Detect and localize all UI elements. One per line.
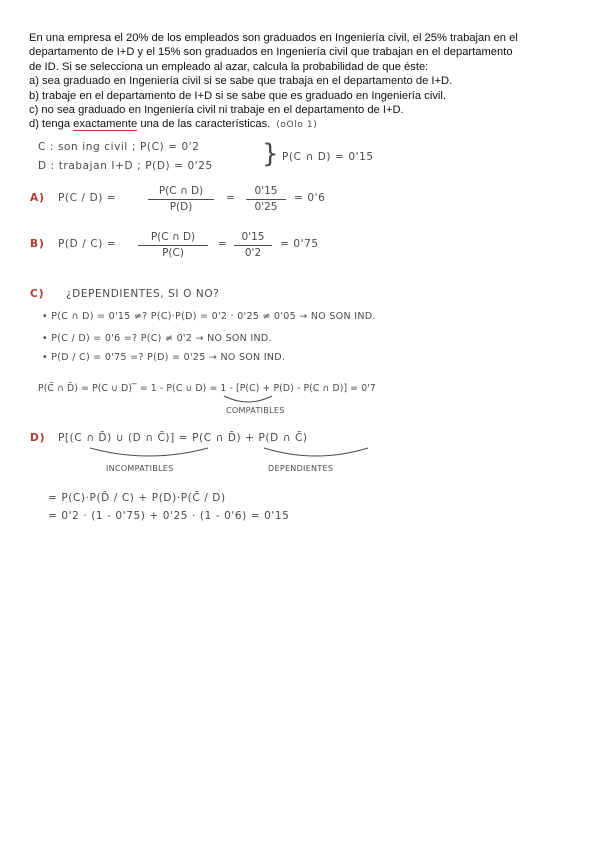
question-b: b) trabaje en el departamento de I+D si se sabe que es graduado en Ingeniería civil. (29, 89, 447, 102)
question-d (29, 117, 589, 132)
part-c-complement: P(C̄ ∩ D̄) = P(C ∪ D)‾ = 1 - P(C ∪ D) = 1 - [P(C) + P(D) - P(C ∩ D)] = 0'7 (38, 383, 376, 394)
question-d-suffix: una de las características. (137, 118, 271, 131)
problem-line-3: de ID. Si se selecciona un empleado al azar, calcula la probabilidad de que éste: (29, 60, 429, 73)
part-d-left-underbrace (88, 446, 210, 462)
question-d-handwritten-note: (oOlo 1) (276, 120, 318, 131)
part-c-bullet-2: • P(C / D) = 0'6 =? P(C) ≠ 0'2 → NO SON IND. (42, 333, 272, 344)
question-a: a) sea graduado en Ingeniería civil si se sabe que trabaja en el departamento de I+D. (29, 75, 453, 88)
question-c: c) no sea graduado en Ingeniería civil ni trabaje en el departamento de I+D. (29, 104, 404, 117)
part-b-equals: = (218, 238, 228, 250)
part-b-result: = 0'75 (280, 238, 319, 250)
definition-brace: } (262, 139, 279, 169)
part-a-result: = 0'6 (294, 192, 326, 204)
part-b-label: B) (30, 238, 45, 250)
part-d-right-underbrace (262, 446, 370, 462)
part-a-denominator-2: 0'25 (254, 201, 278, 213)
problem-statement (29, 31, 589, 133)
part-a-numerator-1: P(C ∩ D) (158, 185, 204, 197)
part-d-note-left: INCOMPATIBLES (106, 464, 174, 473)
question-d-prefix: d) tenga (29, 118, 74, 131)
part-a-fraction-1 (148, 185, 214, 214)
problem-line-2: departamento de I+D y el 15% son graduados en Ingeniería civil que trabajan en el departamento (29, 46, 513, 59)
question-d-emphasis: exactamente (73, 118, 138, 131)
part-b-numerator-2: 0'15 (241, 231, 265, 243)
part-b-numerator-1: P(C ∩ D) (150, 231, 196, 243)
part-b-fraction-2 (234, 231, 272, 260)
part-a-denominator-1: P(D) (169, 201, 193, 213)
part-d-step-2: = 0'2 · (1 - 0'75) + 0'25 · (1 - 0'6) = 0'15 (48, 510, 290, 522)
part-c-note: COMPATIBLES (226, 406, 285, 415)
fraction-bar (148, 199, 214, 200)
fraction-bar (246, 199, 286, 200)
intersection-probability: P(C ∩ D) = 0'15 (282, 151, 374, 163)
part-c-label: C) (30, 288, 45, 300)
part-a-fraction-2 (246, 185, 286, 214)
part-a-label: A) (30, 192, 45, 204)
part-b-denominator-2: 0'2 (244, 247, 262, 259)
part-d-label: D) (30, 432, 46, 444)
definition-d: D : trabajan I+D ; P(D) = 0'25 (38, 160, 213, 172)
problem-line-1: En una empresa el 20% de los empleados son graduados en Ingeniería civil, el 25% trabajan en el (29, 32, 518, 44)
part-a-numerator-2: 0'15 (254, 185, 278, 197)
part-d-step-1: = P(C)·P(D̄ / C) + P(D)·P(C̄ / D) (48, 492, 226, 504)
part-d-expression: P[(C ∩ D̄) ∪ (D ∩ C̄)] = P(C ∩ D̄) + P(D ∩ C̄) (58, 432, 308, 444)
part-a-lhs: P(C / D) = (58, 192, 117, 204)
part-c-underbrace (222, 394, 274, 406)
fraction-bar (234, 245, 272, 246)
part-b-lhs: P(D / C) = (58, 238, 117, 250)
part-c-question: ¿DEPENDIENTES, SI O NO? (66, 288, 220, 300)
part-d-note-right: DEPENDIENTES (268, 464, 334, 473)
part-b-denominator-1: P(C) (162, 247, 184, 259)
part-c-bullet-3: • P(D / C) = 0'75 =? P(D) = 0'25 → NO SON IND. (42, 352, 286, 363)
part-a-equals: = (226, 192, 236, 204)
definition-c: C : son ing civil ; P(C) = 0'2 (38, 141, 200, 153)
fraction-bar (138, 245, 208, 246)
part-b-fraction-1 (138, 231, 208, 260)
part-c-bullet-1: • P(C ∩ D) = 0'15 ≠? P(C)·P(D) = 0'2 · 0'25 ≠ 0'05 → NO SON IND. (42, 311, 376, 322)
